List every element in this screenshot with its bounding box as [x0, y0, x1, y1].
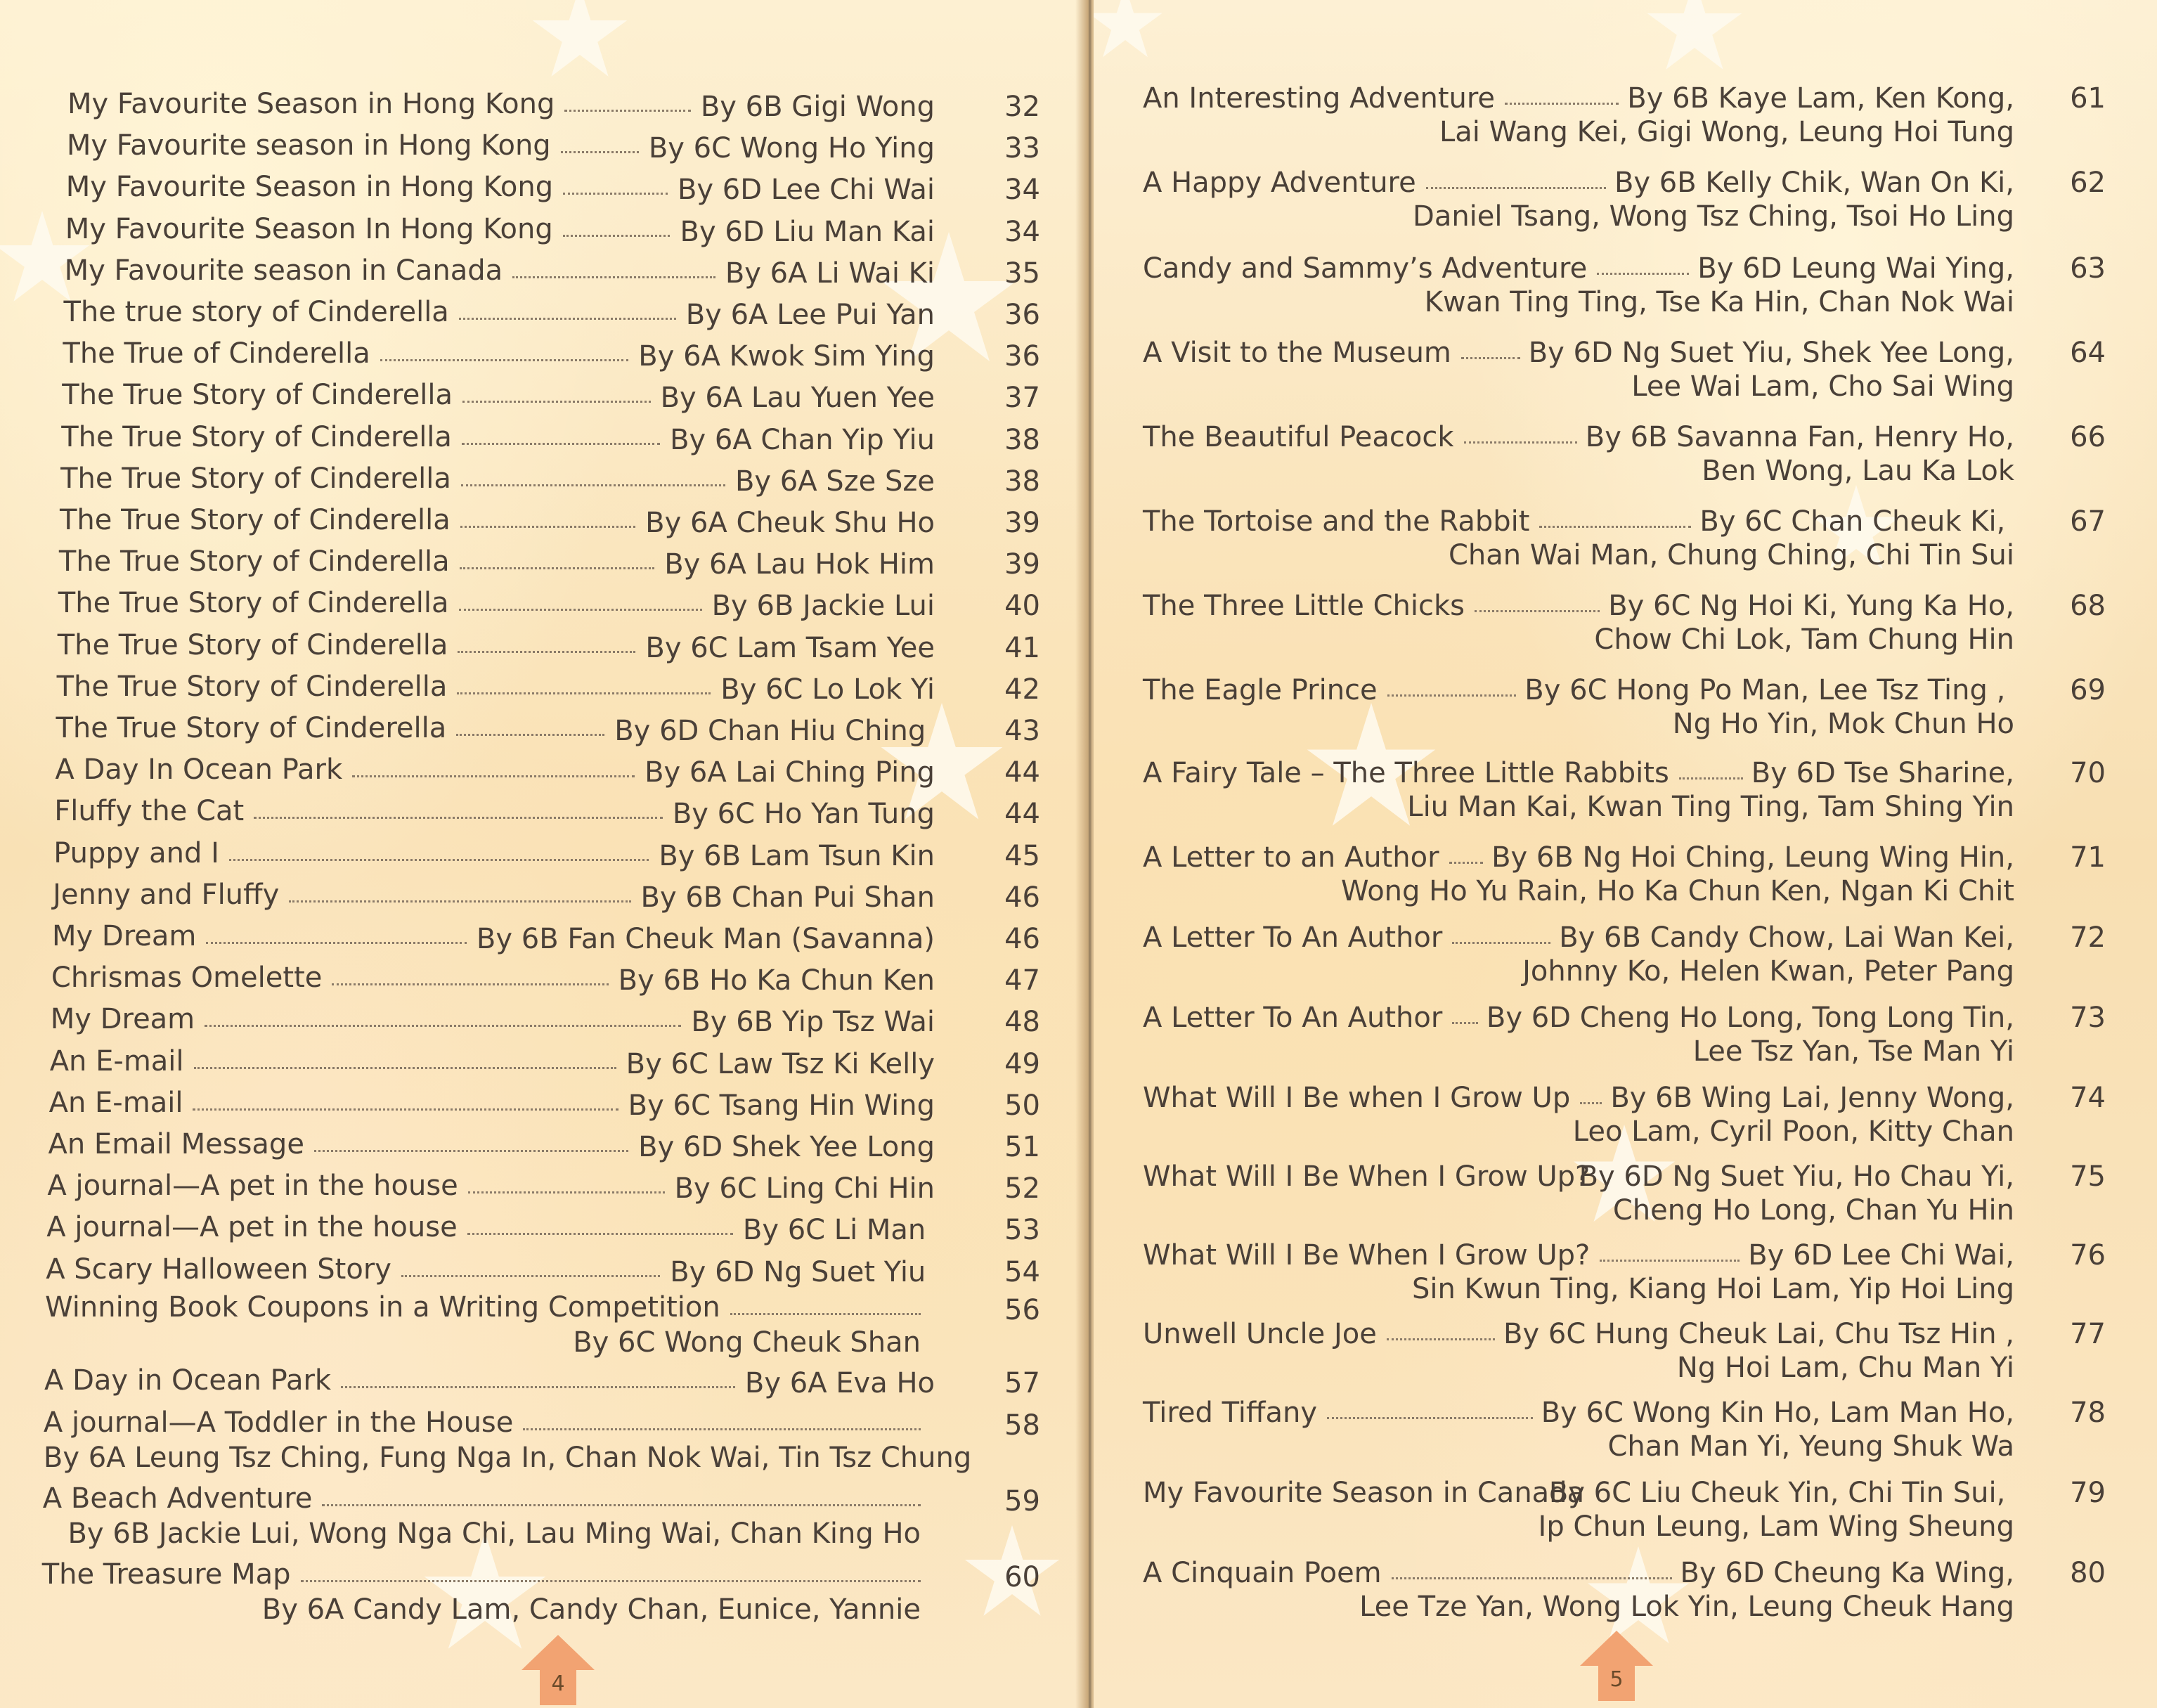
dotted-leader [456, 734, 604, 736]
entry-title: Jenny and Fluffy [53, 878, 280, 911]
entry-title: The True Story of Cinderella [62, 379, 453, 412]
entry-author: By 6B Gigi Wong [700, 91, 935, 123]
entry-page-number: 32 [1004, 91, 1040, 123]
entry-author: By 6B Ho Ka Chun Ken [618, 964, 935, 997]
dotted-leader [1387, 1338, 1495, 1340]
entry-author: By 6D Shek Yee Long [638, 1131, 935, 1163]
entry-page-number: 48 [1004, 1006, 1040, 1039]
entry-page-number: 36 [1004, 299, 1040, 331]
dotted-leader [1580, 1102, 1602, 1104]
entry-author: By 6B Lam Tsun Kin [659, 839, 935, 872]
dotted-leader [206, 942, 467, 944]
entry-page-number: 66 [2070, 421, 2106, 453]
entry-author-line2: Chow Chi Lok, Tam Chung Hin [1594, 623, 2014, 656]
entry-title: My Favourite season in Canada [64, 254, 503, 287]
entry-title: The Three Little Chicks [1143, 590, 1465, 622]
entry-title: A Happy Adventure [1143, 167, 1416, 199]
entry-author: By 6C Lo Lok Yi [720, 673, 935, 706]
entry-page-number: 78 [2070, 1397, 2106, 1429]
entry-page-number: 72 [2070, 921, 2106, 954]
entry-author: By 6B Jackie Lui, Wong Nga Chi, Lau Ming Wai, Chan King Ho [67, 1518, 921, 1550]
entry-page-number: 51 [1004, 1131, 1040, 1163]
entry-page-number: 53 [1004, 1214, 1040, 1247]
entry-title: What Will I Be When I Grow Up? [1143, 1239, 1591, 1272]
entry-author: By 6B Savanna Fan, Henry Ho, [1585, 421, 2014, 453]
entry-page-number: 75 [2070, 1160, 2106, 1193]
entry-page-number: 33 [1004, 132, 1040, 165]
dotted-leader [1597, 273, 1689, 275]
entry-author: By 6D Leung Wai Ying, [1697, 252, 2014, 285]
entry-author: By 6A Kwok Sim Ying [638, 340, 935, 373]
entry-author: By 6C Ling Chi Hin [674, 1172, 935, 1205]
dotted-leader [563, 193, 668, 195]
dotted-leader [459, 318, 676, 320]
entry-title: Chrismas Omelette [51, 962, 323, 995]
entry-author: By 6B Candy Chow, Lai Wan Kei, [1559, 921, 2014, 954]
entry-page-number: 40 [1004, 590, 1040, 623]
entry-page-number: 44 [1004, 798, 1040, 831]
entry-author-line2: Lai Wang Kei, Gigi Wong, Leung Hoi Tung [1439, 116, 2014, 148]
entry-author: By 6D Cheung Ka Wing, [1680, 1557, 2014, 1589]
entry-author: By 6B Yip Tsz Wai [691, 1006, 935, 1039]
entry-title: A Beach Adventure [42, 1482, 313, 1515]
dotted-leader [561, 151, 639, 153]
entry-title: The Eagle Prince [1143, 674, 1378, 706]
entry-author: By 6C Li Man [742, 1214, 926, 1247]
entry-page-number: 57 [1004, 1367, 1040, 1399]
entry-author-line2: Liu Man Kai, Kwan Ting Ting, Tam Shing Yin [1407, 791, 2014, 823]
entry-title: Unwell Uncle Joe [1143, 1318, 1377, 1350]
entry-author-line2: Lee Tsz Yan, Tse Man Yi [1692, 1035, 2014, 1068]
entry-title: The True Story of Cinderella [61, 420, 452, 453]
entry-author: By 6C Wong Cheuk Shan [573, 1326, 921, 1359]
entry-page-number: 56 [1004, 1294, 1040, 1326]
entry-title: A Scary Halloween Story [46, 1253, 391, 1286]
entry-title: A Letter To An Author [1143, 921, 1443, 954]
dotted-leader [460, 567, 655, 569]
star-decoration [1635, 0, 1754, 77]
entry-title: My Favourite Season In Hong Kong [65, 212, 553, 245]
entry-title: Winning Book Coupons in a Writing Competition [45, 1291, 720, 1324]
entry-title: A Day In Ocean Park [55, 753, 343, 787]
entry-author: By 6D Ng Suet Yiu, Ho Chau Yi, [1579, 1160, 2014, 1193]
entry-title: The Tortoise and the Rabbit [1143, 505, 1530, 538]
entry-title: The True Story of Cinderella [60, 504, 451, 536]
dotted-leader [1539, 526, 1691, 528]
entry-page-number: 37 [1004, 382, 1040, 415]
entry-author-line2: Cheng Ho Long, Chan Yu Hin [1612, 1194, 2014, 1227]
entry-title: A Fairy Tale – The Three Little Rabbits [1143, 757, 1669, 789]
entry-page-number: 61 [2070, 82, 2106, 115]
dotted-leader [1464, 441, 1577, 444]
dotted-leader [1505, 103, 1619, 105]
entry-author: By 6C Hung Cheuk Lai, Chu Tsz Hin , [1503, 1318, 2014, 1350]
entry-author: By 6C Chan Cheuk Ki, [1699, 505, 2006, 538]
entry-author-line2: Ng Hoi Lam, Chu Man Yi [1676, 1352, 2014, 1384]
entry-page-number: 39 [1004, 548, 1040, 581]
entry-title: The Beautiful Peacock [1143, 421, 1454, 453]
dotted-leader [523, 1428, 921, 1430]
entry-author: By 6B Chan Pui Shan [640, 881, 935, 914]
entry-title: Tired Tiffany [1143, 1397, 1318, 1429]
entry-author-line2: Lee Wai Lam, Cho Sai Wing [1631, 370, 2014, 403]
entry-author: By 6B Wing Lai, Jenny Wong, [1610, 1082, 2014, 1114]
entry-title: My Dream [50, 1003, 195, 1036]
entry-page-number: 34 [1004, 215, 1040, 248]
entry-author: By 6A Chan Yip Yiu [670, 423, 935, 456]
dotted-leader [563, 235, 671, 237]
entry-author: By 6B Kaye Lam, Ken Kong, [1627, 82, 2014, 115]
dotted-leader [193, 1108, 618, 1111]
entry-author-line2: Chan Wai Man, Chung Ching, Chi Tin Sui [1449, 539, 2014, 571]
entry-page-number: 76 [2070, 1239, 2106, 1272]
entry-author-line2: Leo Lam, Cyril Poon, Kitty Chan [1572, 1115, 2014, 1148]
entry-author-line2: Kwan Ting Ting, Tse Ka Hin, Chan Nok Wai [1424, 286, 2014, 318]
entry-author: By 6A Lau Hok Him [664, 548, 935, 581]
entry-title: Fluffy the Cat [54, 795, 245, 828]
entry-title: What Will I Be when I Grow Up [1143, 1082, 1571, 1114]
entry-title: The true story of Cinderella [63, 296, 449, 328]
entry-title: The Treasure Map [41, 1558, 291, 1591]
entry-page-number: 35 [1004, 257, 1040, 290]
entry-author: By 6A Lau Yuen Yee [660, 382, 935, 415]
entry-author: By 6B Jackie Lui [711, 590, 935, 623]
entry-author: By 6A Leung Tsz Ching, Fung Nga In, Chan Nok Wai, Tin Tsz Chung [43, 1442, 972, 1474]
dotted-leader [457, 692, 711, 694]
dotted-leader [229, 859, 649, 861]
entry-title: My Dream [52, 920, 197, 952]
entry-author-line2: Johnny Ko, Helen Kwan, Peter Pang [1522, 955, 2014, 988]
entry-author: By 6C Wong Ho Ying [648, 132, 935, 165]
dotted-leader [254, 817, 663, 819]
entry-page-number: 45 [1004, 839, 1040, 872]
entry-author: By 6D Cheng Ho Long, Tong Long Tin, [1486, 1002, 2014, 1034]
entry-title: A Day in Ocean Park [44, 1364, 332, 1397]
entry-author: By 6D Chan Hiu Ching [614, 715, 926, 747]
dotted-leader [332, 983, 608, 985]
entry-title: The True Story of Cinderella [56, 670, 448, 703]
entry-page-number: 71 [2070, 841, 2106, 874]
dotted-leader [1475, 610, 1600, 612]
entry-title: Candy and Sammy’s Adventure [1143, 252, 1588, 285]
entry-title: My Favourite Season in Hong Kong [65, 171, 554, 204]
entry-author: By 6C Tsang Hin Wing [628, 1089, 935, 1122]
entry-author: By 6D Ng Suet Yiu, Shek Yee Long, [1528, 337, 2014, 369]
entry-page-number: 60 [1004, 1561, 1040, 1593]
entry-page-number: 42 [1004, 673, 1040, 706]
page-number-badge [522, 1635, 595, 1705]
dotted-leader [1452, 1022, 1478, 1024]
entry-page-number: 62 [2070, 167, 2106, 199]
entry-title: A Letter to an Author [1143, 841, 1439, 874]
entry-title: Puppy and I [53, 836, 219, 869]
entry-author: By 6A Candy Lam, Candy Chan, Eunice, Yannie [261, 1593, 921, 1626]
entry-author: By 6B Kelly Chik, Wan On Ki, [1614, 167, 2014, 199]
dotted-leader [289, 900, 630, 902]
dotted-leader [462, 401, 651, 403]
dotted-leader [352, 775, 635, 777]
entry-author-line2: Ng Ho Yin, Mok Chun Ho [1672, 708, 2014, 740]
entry-page-number: 80 [2070, 1557, 2106, 1589]
entry-author: By 6C Ng Hoi Ki, Yung Ka Ho, [1608, 590, 2014, 622]
entry-title: The True Story of Cinderella [60, 462, 451, 495]
entry-page-number: 39 [1004, 507, 1040, 539]
entry-page-number: 52 [1004, 1172, 1040, 1205]
right-page [1094, 0, 2157, 1708]
entry-page-number: 73 [2070, 1002, 2106, 1034]
entry-title: My Favourite season in Hong Kong [66, 129, 551, 162]
entry-author: By 6A Cheuk Shu Ho [645, 507, 935, 539]
entry-page-number: 44 [1004, 756, 1040, 789]
entry-page-number: 58 [1004, 1409, 1040, 1442]
dotted-leader [1387, 694, 1517, 697]
dotted-leader [341, 1386, 735, 1388]
page-number: 4 [551, 1671, 565, 1696]
entry-page-number: 64 [2070, 337, 2106, 369]
entry-author: By 6C Liu Cheuk Yin, Chi Tin Sui, [1548, 1477, 2006, 1509]
entry-title: A Letter To An Author [1143, 1002, 1443, 1034]
entry-author-line2: Chan Man Yi, Yeung Shuk Wa [1607, 1430, 2014, 1463]
page-number: 5 [1609, 1667, 1624, 1692]
entry-author: By 6B Ng Hoi Ching, Leung Wing Hin, [1491, 841, 2014, 874]
entry-author: By 6A Lee Pui Yan [685, 299, 935, 331]
dotted-leader [564, 110, 690, 112]
entry-author: By 6B Fan Cheuk Man (Savanna) [476, 923, 935, 955]
entry-author: By 6C Ho Yan Tung [672, 798, 935, 831]
entry-author: By 6A Li Wai Ki [725, 257, 935, 290]
entry-title: My Favourite Season in Canada [1143, 1477, 1585, 1509]
entry-title: The True Story of Cinderella [58, 545, 450, 578]
entry-author: By 6C Wong Kin Ho, Lam Man Ho, [1541, 1397, 2014, 1429]
entry-title: The True Story of Cinderella [58, 587, 449, 620]
entry-page-number: 50 [1004, 1089, 1040, 1122]
star-decoration [1094, 0, 1164, 63]
entry-title: The True Story of Cinderella [56, 712, 447, 744]
entry-author: By 6D Lee Chi Wai [677, 174, 935, 207]
entry-page-number: 63 [2070, 252, 2106, 285]
entry-title: The True of Cinderella [63, 337, 370, 370]
dotted-leader [1426, 187, 1606, 189]
entry-title: An Interesting Adventure [1143, 82, 1496, 115]
entry-page-number: 77 [2070, 1318, 2106, 1350]
dotted-leader [1452, 942, 1550, 944]
entry-title: What Will I Be When I Grow Up? [1143, 1160, 1591, 1193]
dotted-leader [512, 276, 715, 278]
entry-title: A journal—A pet in the house [46, 1211, 458, 1244]
entry-title: An E-mail [48, 1086, 183, 1119]
entry-title: An E-mail [49, 1044, 184, 1078]
entry-title: A journal—A Toddler in the House [43, 1406, 514, 1439]
dotted-leader [205, 1025, 681, 1027]
entry-page-number: 69 [2070, 674, 2106, 706]
entry-title: The True Story of Cinderella [57, 628, 448, 661]
entry-author: By 6D Liu Man Kai [680, 215, 935, 248]
entry-author: By 6C Lam Tsam Yee [645, 631, 935, 664]
dotted-leader [314, 1150, 628, 1152]
entry-page-number: 46 [1004, 881, 1040, 914]
dotted-leader [459, 609, 702, 611]
entry-author: By 6C Law Tsz Ki Kelly [626, 1047, 935, 1080]
dotted-leader [458, 651, 635, 653]
entry-page-number: 54 [1004, 1255, 1040, 1288]
entry-author: By 6D Tse Sharine, [1751, 757, 2014, 789]
entry-page-number: 79 [2070, 1477, 2106, 1509]
entry-title: An Email Message [48, 1128, 304, 1160]
entry-author: By 6A Eva Ho [744, 1367, 935, 1399]
entry-author-line2: Ben Wong, Lau Ka Lok [1702, 455, 2014, 487]
entry-page-number: 34 [1004, 174, 1040, 207]
dotted-leader [1679, 777, 1743, 779]
entry-page-number: 74 [2070, 1082, 2106, 1114]
entry-author-line2: Wong Ho Yu Rain, Ho Ka Chun Ken, Ngan Ki Chit [1340, 875, 2014, 907]
dotted-leader [1461, 357, 1520, 359]
entry-page-number: 38 [1004, 465, 1040, 498]
entry-page-number: 67 [2070, 505, 2106, 538]
page-number-badge [1580, 1631, 1653, 1701]
dotted-leader [462, 443, 660, 445]
entry-author-line2: Sin Kwun Ting, Kiang Hoi Lam, Yip Hoi Ling [1411, 1273, 2014, 1305]
entry-page-number: 70 [2070, 757, 2106, 789]
entry-page-number: 36 [1004, 340, 1040, 373]
dotted-leader [301, 1580, 921, 1582]
entry-title: A journal—A pet in the house [47, 1170, 458, 1203]
dotted-leader [467, 1233, 733, 1235]
entry-author: By 6A Sze Sze [734, 465, 935, 498]
dotted-leader [380, 359, 629, 361]
dotted-leader [401, 1275, 660, 1277]
dotted-leader [1449, 862, 1484, 864]
entry-title: A Visit to the Museum [1143, 337, 1451, 369]
star-decoration [520, 0, 640, 84]
dotted-leader [1600, 1260, 1740, 1262]
entry-page-number: 47 [1004, 964, 1040, 997]
entry-author-line2: Daniel Tsang, Wong Tsz Ching, Tsoi Ho Ling [1413, 200, 2014, 233]
entry-author: By 6D Ng Suet Yiu [670, 1255, 926, 1288]
entry-author: By 6C Hong Po Man, Lee Tsz Ting , [1524, 674, 2006, 706]
entry-page-number: 49 [1004, 1047, 1040, 1080]
entry-page-number: 46 [1004, 923, 1040, 955]
dotted-leader [730, 1313, 921, 1315]
entry-page-number: 59 [1004, 1485, 1040, 1518]
entry-page-number: 68 [2070, 590, 2106, 622]
dotted-leader [460, 526, 635, 528]
dotted-leader [461, 484, 725, 486]
entry-page-number: 41 [1004, 631, 1040, 664]
entry-author-line2: Lee Tze Yan, Wong Lok Yin, Leung Cheuk Hang [1359, 1591, 2014, 1623]
entry-author: By 6D Lee Chi Wai, [1748, 1239, 2014, 1272]
dotted-leader [468, 1191, 665, 1193]
entry-page-number: 38 [1004, 423, 1040, 456]
entry-title: A Cinquain Poem [1143, 1557, 1382, 1589]
dotted-leader [194, 1067, 616, 1069]
entry-author-line2: Ip Chun Leung, Lam Wing Sheung [1538, 1510, 2014, 1543]
dotted-leader [1327, 1417, 1533, 1419]
dotted-leader [322, 1504, 921, 1506]
entry-title: My Favourite Season in Hong Kong [67, 88, 555, 120]
entry-page-number: 43 [1004, 715, 1040, 747]
entry-author: By 6A Lai Ching Ping [644, 756, 935, 789]
dotted-leader [1392, 1577, 1672, 1579]
